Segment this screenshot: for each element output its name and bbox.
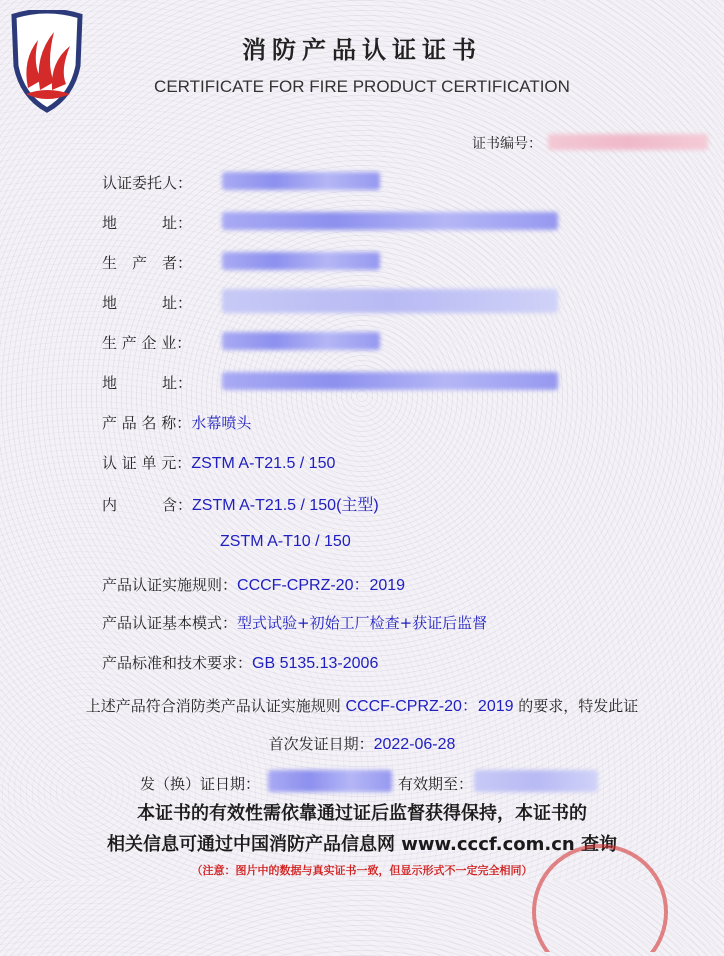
applicant-label: 认证委托人：	[102, 174, 193, 192]
footer-line-2: 相关信息可通过中国消防产品信息网 www.cccf.com.cn 查询	[107, 834, 617, 855]
rule-row	[102, 572, 405, 595]
address-3-redacted	[222, 372, 558, 390]
product-name-row	[102, 412, 251, 433]
address-2-redacted	[222, 289, 558, 313]
certificate-title-en: CERTIFICATE FOR FIRE PRODUCT CERTIFICATION	[154, 77, 570, 96]
address-2-row	[102, 292, 192, 313]
content-label: 内 含：	[102, 496, 193, 514]
first-issue-line	[0, 733, 724, 754]
statement-suffix: 的要求，特发此证	[513, 697, 639, 715]
address-3-label: 地 址：	[102, 374, 193, 392]
content-row	[102, 492, 379, 515]
manufacturer-label: 生 产 者：	[102, 254, 193, 272]
disclaimer-note: （注意：图片中的数据与真实证书一致，但显示形式不一定完全相同）	[191, 864, 533, 877]
standard-label: 产品标准和技术要求：	[102, 654, 253, 672]
product-name-value: 水幕喷头	[191, 414, 252, 432]
manufacturer-row	[102, 252, 192, 273]
factory-redacted	[222, 332, 380, 350]
red-seal-stamp	[520, 832, 680, 952]
manufacturer-redacted	[222, 252, 380, 270]
unit-row	[102, 452, 335, 473]
valid-until-redacted	[474, 770, 598, 792]
factory-label: 生 产 企 业：	[102, 334, 192, 352]
first-issue-label: 首次发证日期：	[268, 735, 374, 753]
unit-value: ZSTM A-T21.5 / 150	[191, 455, 336, 472]
reissue-date-redacted	[268, 770, 392, 792]
statement-line	[0, 693, 724, 716]
reissue-label: 发（换）证日期：	[140, 775, 261, 793]
mode-value: 型式试验+初始工厂检查+获证后监督	[237, 614, 488, 632]
statement-prefix: 上述产品符合消防类产品认证实施规则	[85, 697, 346, 715]
mode-row	[102, 612, 487, 633]
address-2-label: 地 址：	[102, 294, 193, 312]
content-value-1: ZSTM A-T21.5 / 150(主型)	[192, 497, 379, 514]
content-value-2: ZSTM A-T10 / 150	[220, 533, 351, 550]
standard-row	[102, 652, 378, 673]
mode-label: 产品认证基本模式：	[102, 614, 238, 632]
rule-label: 产品认证实施规则：	[102, 576, 238, 594]
applicant-row	[102, 172, 192, 193]
address-1-row	[102, 212, 192, 233]
valid-until-label: 有效期至：	[398, 775, 474, 793]
address-1-redacted	[222, 212, 558, 230]
footer-line-1: 本证书的有效性需依靠通过证后监督获得保持，本证书的	[137, 803, 587, 824]
product-name-label: 产 品 名 称：	[102, 414, 192, 432]
factory-row	[102, 332, 191, 353]
unit-label: 认 证 单 元：	[102, 454, 192, 472]
certificate-number-label: 证书编号：	[472, 136, 542, 152]
content-row-2	[220, 532, 351, 551]
certificate-number-redacted	[548, 134, 708, 150]
rule-value: CCCF-CPRZ-20：2019	[237, 577, 406, 594]
certificate-title-cn: 消防产品认证证书	[242, 35, 482, 64]
standard-value: GB 5135.13-2006	[252, 655, 379, 672]
applicant-redacted	[222, 172, 380, 190]
address-1-label: 地 址：	[102, 214, 193, 232]
statement-rule: CCCF-CPRZ-20：2019	[345, 698, 514, 715]
first-issue-value: 2022-06-28	[373, 736, 456, 753]
address-3-row	[102, 372, 192, 393]
